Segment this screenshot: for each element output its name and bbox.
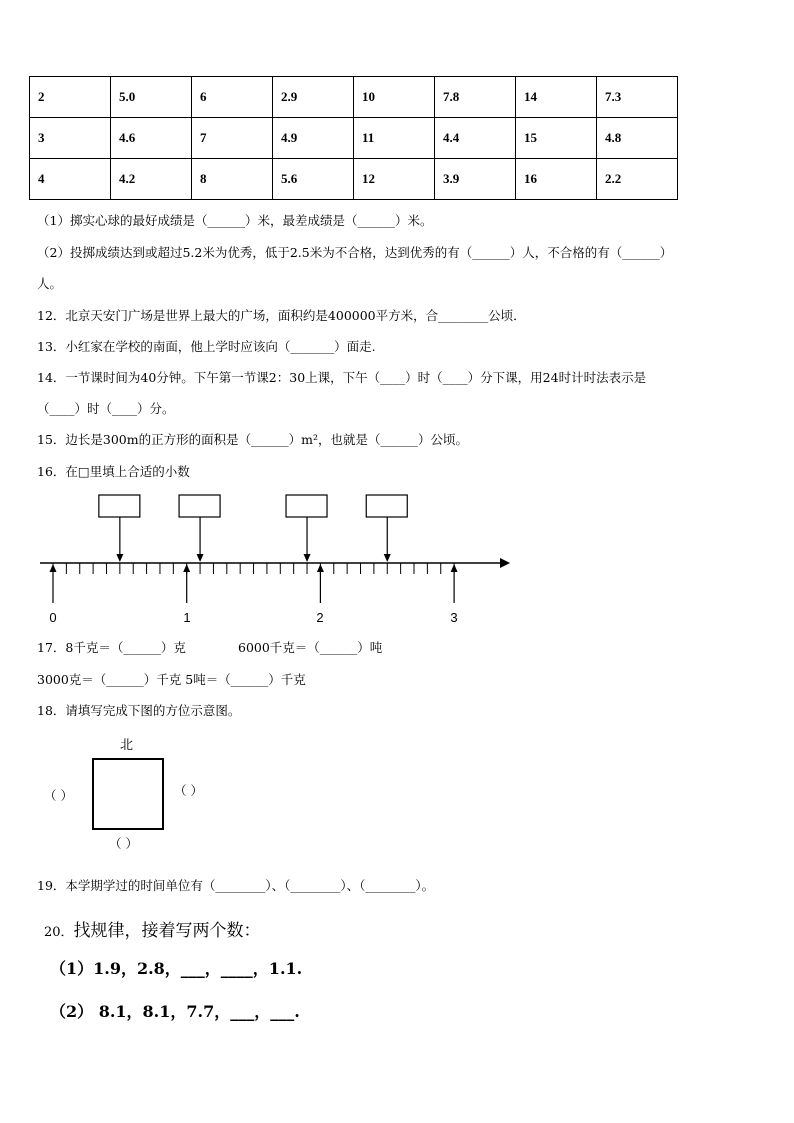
score-table — [29, 76, 678, 200]
table-cell: 3 — [30, 118, 111, 159]
table-row — [30, 118, 678, 159]
table-cell: 15 — [516, 118, 597, 159]
direction-north-label: 北 — [120, 738, 134, 753]
table-cell: 4.8 — [597, 118, 678, 159]
answer-box[interactable] — [286, 495, 327, 517]
question-20-title — [44, 916, 261, 941]
table-cell: 6 — [192, 77, 273, 118]
table-cell: 16 — [516, 159, 597, 200]
question-14-line2: （____）时（____）分。 — [37, 401, 175, 416]
table-row — [30, 77, 678, 118]
number-line-pointer-head — [50, 564, 57, 572]
question-17-line1a: 17．8千克＝（______）克 — [37, 640, 186, 655]
answer-box-arrowhead — [384, 554, 391, 562]
number-line-label-1: 1 — [183, 610, 191, 625]
question-16-title: 16．在□里填上合适的小数 — [37, 464, 190, 479]
question-19: 19．本学期学过的时间单位有（________）、（________）、（________）。 — [37, 878, 435, 893]
q11-part2-continued: 人。 — [37, 276, 63, 291]
answer-box[interactable] — [179, 495, 220, 517]
question-14-line1: 14．一节课时间为40分钟。下午第一节课2：30上课，下午（____）时（____）分下课，用24时计时法表示是 — [37, 370, 647, 385]
table-cell: 8 — [192, 159, 273, 200]
question-20-text: 找规律，接着写两个数： — [73, 921, 261, 941]
direction-square — [92, 758, 164, 830]
table-cell: 2.9 — [273, 77, 354, 118]
answer-box-arrowhead — [304, 554, 311, 562]
table-cell: 10 — [354, 77, 435, 118]
table-cell: 5.6 — [273, 159, 354, 200]
table-cell: 2 — [30, 77, 111, 118]
number-line-label-0: 0 — [49, 610, 57, 625]
table-cell: 11 — [354, 118, 435, 159]
question-13: 13．小红家在学校的南面，他上学时应该向（_______）面走. — [37, 339, 376, 354]
table-cell: 7 — [192, 118, 273, 159]
number-line-pointer-head — [317, 564, 324, 572]
question-20-part2: （2） 8.1，8.1，7.7，___，___. — [50, 1002, 300, 1021]
axis-arrowhead — [500, 558, 510, 568]
table-cell: 7.8 — [435, 77, 516, 118]
question-17-line1b: 6000千克＝（______）吨 — [238, 640, 383, 655]
number-line-pointer-head — [183, 564, 190, 572]
q11-part2: （2）投掷成绩达到或超过5.2米为优秀，低于2.5米为不合格，达到优秀的有（______）人，不合格的有（______） — [37, 245, 673, 260]
question-20-number: 20． — [44, 925, 74, 940]
number-line-label-3: 3 — [450, 610, 458, 625]
table-cell: 14 — [516, 77, 597, 118]
direction-left-blank: （ ） — [44, 788, 73, 803]
direction-bottom-blank: （ ） — [109, 836, 138, 851]
table-row — [30, 159, 678, 200]
direction-right-blank: （ ） — [174, 783, 203, 798]
number-line-pointer-head — [451, 564, 458, 572]
question-18-title: 18．请填写完成下图的方位示意图。 — [37, 703, 241, 718]
answer-box-arrowhead — [116, 554, 123, 562]
answer-box[interactable] — [366, 495, 407, 517]
question-12: 12．北京天安门广场是世界上最大的广场，面积约是400000平方米，合________公顷． — [37, 308, 526, 323]
table-cell: 4.9 — [273, 118, 354, 159]
number-line-diagram — [0, 488, 794, 628]
table-cell: 4.2 — [111, 159, 192, 200]
table-cell: 2.2 — [597, 159, 678, 200]
table-cell: 12 — [354, 159, 435, 200]
answer-box-arrowhead — [197, 554, 204, 562]
table-cell: 5.0 — [111, 77, 192, 118]
q11-part1: （1）掷实心球的最好成绩是（______）米，最差成绩是（______）米。 — [37, 213, 433, 228]
table-cell: 4.6 — [111, 118, 192, 159]
table-cell: 4.4 — [435, 118, 516, 159]
table-cell: 3.9 — [435, 159, 516, 200]
table-cell: 4 — [30, 159, 111, 200]
question-15: 15．边长是300m的正方形的面积是（______）m²，也就是（______）公顷。 — [37, 432, 468, 447]
question-20-part1: （1）1.9，2.8，___，____，1.1. — [50, 959, 303, 978]
number-line-label-2: 2 — [316, 610, 324, 625]
question-17-line2: 3000克＝（______）千克 5吨＝（______）千克 — [37, 672, 306, 687]
table-cell: 7.3 — [597, 77, 678, 118]
answer-box[interactable] — [99, 495, 140, 517]
